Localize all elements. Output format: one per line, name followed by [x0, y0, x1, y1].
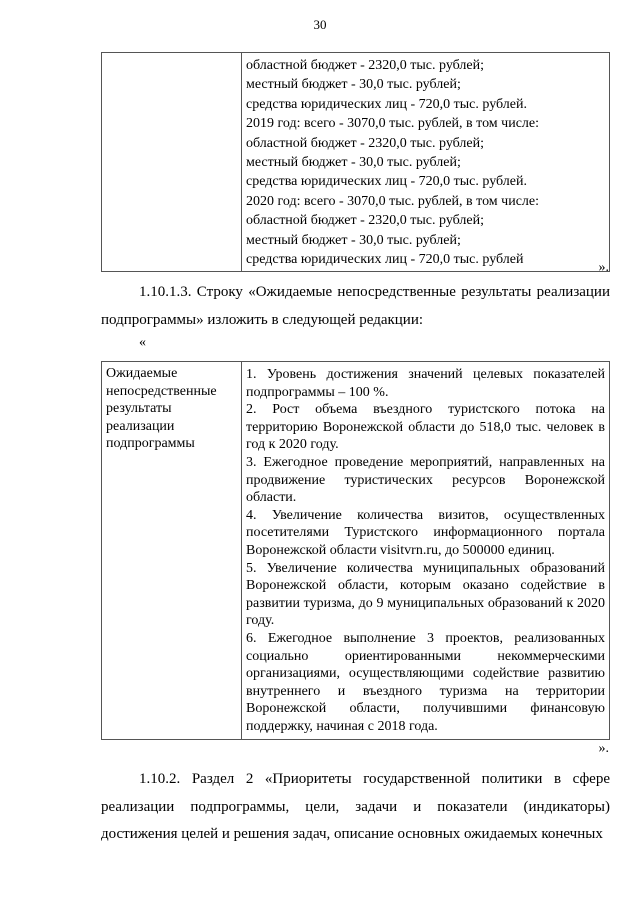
empty-label-cell: [102, 53, 242, 272]
result-item: 2. Рост объема въездного туристского потока на территорию Воронежской области до 518,0 тыс. человек в год к 2020 году.: [246, 402, 605, 453]
result-item: 4. Увеличение количества визитов, осуществленных посетителями Туристского информационного портала Воронежской области visitvrn.ru, до 500000 единиц.: [246, 507, 605, 558]
budget-line: местный бюджет - 30,0 тыс. рублей;: [246, 232, 461, 248]
table-row: [102, 362, 610, 740]
closing-quote: ».: [598, 741, 609, 756]
page-number: 30: [313, 17, 327, 32]
table-row: [102, 53, 610, 272]
result-item: 6. Ежегодное выполнение 3 проектов, реализованных социально ориентированными некоммерческими организациями, осуществляющими содействие развитию внутреннего и въездного туризма на территории Воронежской области, получившими финансовую поддержку, начиная с 2018 года.: [246, 630, 605, 734]
budget-line: областной бюджет - 2320,0 тыс. рублей;: [246, 135, 484, 151]
paragraph-section: 1.10.2. Раздел 2 «Приоритеты государственной политики в сфере реализации подпрограммы, цели, задачи и показатели (индикаторы) достижения целей и решения задач, описание основных ожидаемых конечных: [101, 771, 610, 842]
budget-table: [101, 52, 610, 272]
budget-line: 2020 год: всего - 3070,0 тыс. рублей, в том числе:: [246, 193, 539, 209]
result-item: 5. Увеличение количества муниципальных образований Воронежской области, которым оказано содействие в развитии туризма, до 9 муниципальных образований к 2020 году.: [246, 560, 605, 629]
opening-quote: «: [139, 335, 146, 350]
budget-line: средства юридических лиц - 720,0 тыс. рублей: [246, 252, 524, 268]
budget-line: местный бюджет - 30,0 тыс. рублей;: [246, 77, 461, 93]
budget-line: средства юридических лиц - 720,0 тыс. рублей.: [246, 174, 527, 190]
results-label-cell: Ожидаемые непосредственные результаты реализации подпрограммы: [102, 362, 242, 740]
budget-line: 2019 год: всего - 3070,0 тыс. рублей, в том числе:: [246, 116, 539, 132]
budget-line: областной бюджет - 2320,0 тыс. рублей;: [246, 213, 484, 229]
budget-line: средства юридических лиц - 720,0 тыс. рублей.: [246, 96, 527, 112]
result-item: 1. Уровень достижения значений целевых показателей подпрограммы – 100 %.: [246, 367, 605, 400]
results-table: [101, 361, 610, 740]
budget-cell: [242, 53, 610, 272]
budget-line: областной бюджет - 2320,0 тыс. рублей;: [246, 58, 484, 73]
result-item: 3. Ежегодное проведение мероприятий, направленных на продвижение туристических ресурсов Воронежской области.: [246, 454, 605, 506]
closing-quote: ».: [598, 260, 609, 275]
budget-line: местный бюджет - 30,0 тыс. рублей;: [246, 155, 461, 171]
results-items-cell: [242, 362, 610, 740]
paragraph-amendment: 1.10.1.3. Строку «Ожидаемые непосредственные результаты реализации подпрограммы» изложить в следующей редакции:: [101, 284, 610, 328]
